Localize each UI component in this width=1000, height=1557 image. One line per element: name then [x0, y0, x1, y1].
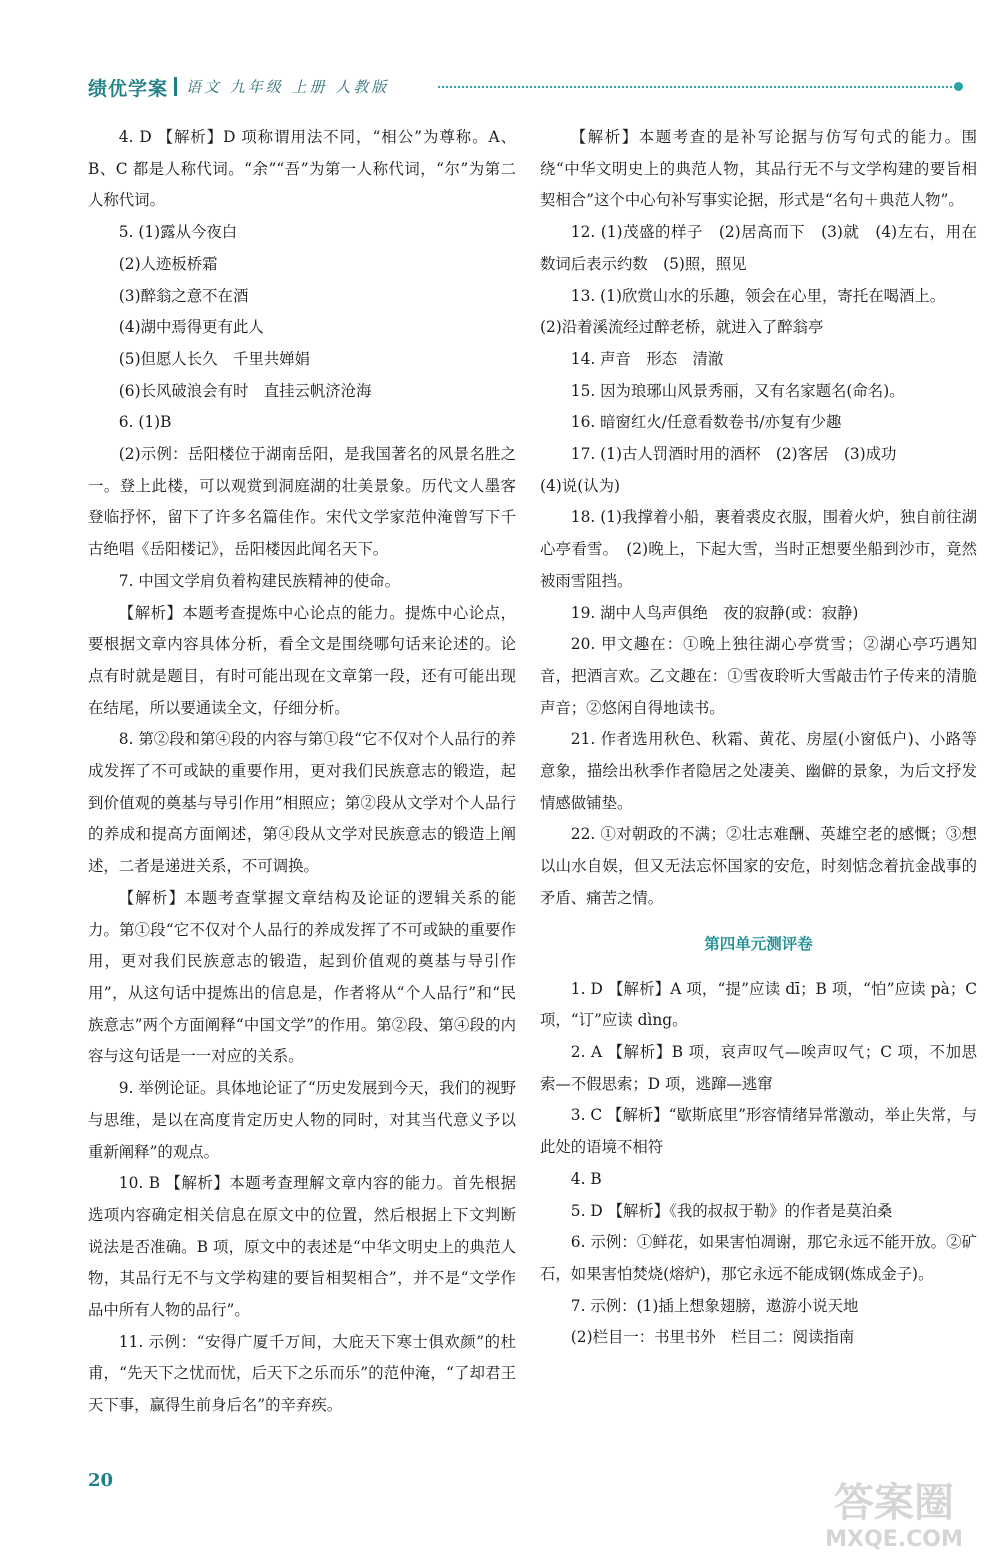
left-column	[88, 122, 516, 1422]
answer-item: (5)但愿人长久 千里共婵娟	[118, 349, 310, 368]
brand-divider	[174, 77, 177, 96]
answer-item: (4)说(认为)	[540, 476, 620, 495]
answer-item: 5. (1)露从今夜白	[118, 223, 238, 242]
answer-item: 1. D 【解析】A 项，“提”应读 dī；B 项，“怕”应读 pà；C 项，“订”应读 dìng。	[540, 979, 977, 1030]
answer-item: (2)沿着溪流经过醉老桥，就进入了醉翁亭	[540, 318, 824, 337]
answer-item: 18. (1)我撑着小船，裹着裘皮衣服，围着火炉，独自前往湖心亭看雪。 (2)晚上，下起大雪，当时正想要坐船到沙市，竟然被雨雪阻挡。	[540, 508, 977, 590]
answer-item: 22. ①对朝政的不满；②壮志难酬、英雄空老的感慨；③想以山水自娱，但又无法忘怀国家的安危，时刻惦念着抗金战事的矛盾、痛苦之情。	[540, 825, 977, 907]
answer-item: 7. 示例：(1)插上想象翅膀，遨游小说天地	[570, 1296, 859, 1315]
answer-item: 2. A 【解析】B 项，哀声叹气—唉声叹气；C 项，不加思索—不假思索；D 项，逃蹿—逃窜	[540, 1042, 977, 1093]
answer-item: 16. 暗窗红火/任意看数卷书/亦复有少趣	[570, 413, 842, 432]
answer-item: (2)人迹板桥霜	[118, 254, 218, 273]
answer-item: 21. 作者选用秋色、秋霜、黄花、房屋(小窗低户)、小路等意象，描绘出秋季作者隐居之处凄美、幽僻的景象，为后文抒发情感做铺垫。	[540, 730, 977, 812]
answer-item: 13. (1)欣赏山水的乐趣，领会在心里，寄托在喝酒上。	[570, 286, 946, 305]
answer-item: 4. B	[570, 1169, 602, 1188]
watermark-logo	[810, 1466, 978, 1552]
answer-item: 7. 中国文学肩负着构建民族精神的使命。	[118, 571, 401, 590]
answer-item: 8. 第②段和第④段的内容与第①段“它不仅对个人品行的养成发挥了不可或缺的重要作用，更对我们民族意志的锻造，起到价值观的奠基与导引作用”相照应；第②段从文学对个人品行的养成和提高方面阐述，第④段从文学对民族意志的锻造上阐述，二者是递进关系，不可调换。	[88, 730, 516, 876]
watermark-url: MXQE.COM	[825, 1527, 963, 1552]
analysis-item: 【解析】本题考查提炼中心论点的能力。提炼中心论点，要根据文章内容具体分析，看全文是围绕哪句话来论述的。论点有时就是题目，有时可能出现在文章第一段，还有可能出现在结尾，所以要通读全文，仔细分析。	[88, 603, 516, 717]
page-header	[88, 74, 970, 104]
section-title: 第四单元测评卷	[704, 934, 813, 953]
answer-item: (3)醉翁之意不在酒	[118, 286, 249, 305]
answer-item: 17. (1)古人罚酒时用的酒杯 (2)客居 (3)成功	[570, 445, 897, 464]
answer-item: 15. 因为琅琊山风景秀丽，又有名家题名(命名)。	[570, 381, 905, 400]
right-column	[540, 122, 977, 1354]
answer-item: (2)示例：岳阳楼位于湖南岳阳，是我国著名的风景名胜之一。登上此楼，可以观赏到洞庭湖的壮美景象。历代文人墨客登临抒怀，留下了许多名篇佳作。宋代文学家范仲淹曾写下千古绝唱《岳阳楼记》，岳阳楼因此闻名天下。	[88, 445, 516, 559]
answer-item: (4)湖中焉得更有此人	[118, 318, 264, 337]
answer-item: 4. D 【解析】D 项称谓用法不同，“相公”为尊称。A、B、C 都是人称代词。“余”“吾”为第一人称代词，“尔”为第二人称代词。	[88, 128, 516, 210]
answer-item: 19. 湖中人鸟声俱绝 夜的寂静(或：寂静)	[570, 603, 859, 622]
answer-item: (2)栏目一：书里书外 栏目二：阅读指南	[570, 1328, 855, 1347]
answer-item: 9. 举例论证。具体地论证了“历史发展到今天，我们的视野与思维，是以在高度肯定历史人物的同时，对其当代意义予以重新阐释”的观点。	[88, 1079, 516, 1161]
header-subtitle: 语文 九年级 上册 人教版	[186, 78, 390, 96]
watermark-text: 答案圈	[834, 1480, 954, 1526]
answer-item: 3. C 【解析】“歇斯底里”形容情绪异常激动，举止失常，与此处的语境不相符	[540, 1106, 977, 1157]
header-dot	[954, 82, 963, 91]
brand-title: 绩优学案	[88, 78, 169, 100]
answer-item: 14. 声音 形态 清澈	[570, 349, 724, 368]
answer-item: (6)长风破浪会有时 直挂云帆济沧海	[118, 381, 372, 400]
answer-item: 5. D 【解析】《我的叔叔于勒》的作者是莫泊桑	[570, 1201, 893, 1220]
answer-item: 10. B 【解析】本题考查理解文章内容的能力。首先根据选项内容确定相关信息在原文中的位置，然后根据上下文判断说法是否准确。B 项，原文中的表述是“中华文明史上的典范人物，其品行无不与文学构建的要旨相契相合”，并不是“文学作品中所有人物的品行”。	[88, 1174, 516, 1320]
answer-item: 6. 示例：①鲜花，如果害怕凋谢，那它永远不能开放。②矿石，如果害怕焚烧(熔炉)，那它永远不能成钢(炼成金子)。	[540, 1233, 977, 1283]
analysis-item: 【解析】本题考查的是补写论据与仿写句式的能力。围绕“中华文明史上的典范人物，其品行无不与文学构建的要旨相契相合”这个中心句补写事实论据，形式是“名句＋典范人物”。	[540, 128, 977, 210]
header-dotted-rule	[438, 86, 956, 88]
answer-item: 12. (1)茂盛的样子 (2)居高而下 (3)就 (4)左右，用在数词后表示约数 (5)照，照见	[540, 223, 977, 273]
analysis-item: 【解析】本题考查掌握文章结构及论证的逻辑关系的能力。第①段“它不仅对个人品行的养成发挥了不可或缺的重要作用，更对我们民族意志的锻造，起到价值观的奠基与导引作用”，从这句话中提炼出的信息是，作者将从“个人品行”和“民族意志”两个方面阐释“中国文学”的作用。第②段、第④段的内容与这句话是一一对应的关系。	[88, 888, 516, 1066]
answer-item: 11. 示例：“安得广厦千万间，大庇天下寒士俱欢颜”的杜甫，“先天下之忧而忧，后天下之乐而乐”的范仲淹，“了却君王天下事，赢得生前身后名”的辛弃疾。	[88, 1332, 516, 1415]
answer-item: 20. 甲文趣在：①晚上独往湖心亭赏雪；②湖心亭巧遇知音，把酒言欢。乙文趣在：①雪夜聆听大雪敲击竹子传来的清脆声音；②悠闲自得地读书。	[540, 635, 977, 717]
page-number: 20	[88, 1470, 114, 1491]
answer-item: 6. (1)B	[118, 413, 172, 432]
